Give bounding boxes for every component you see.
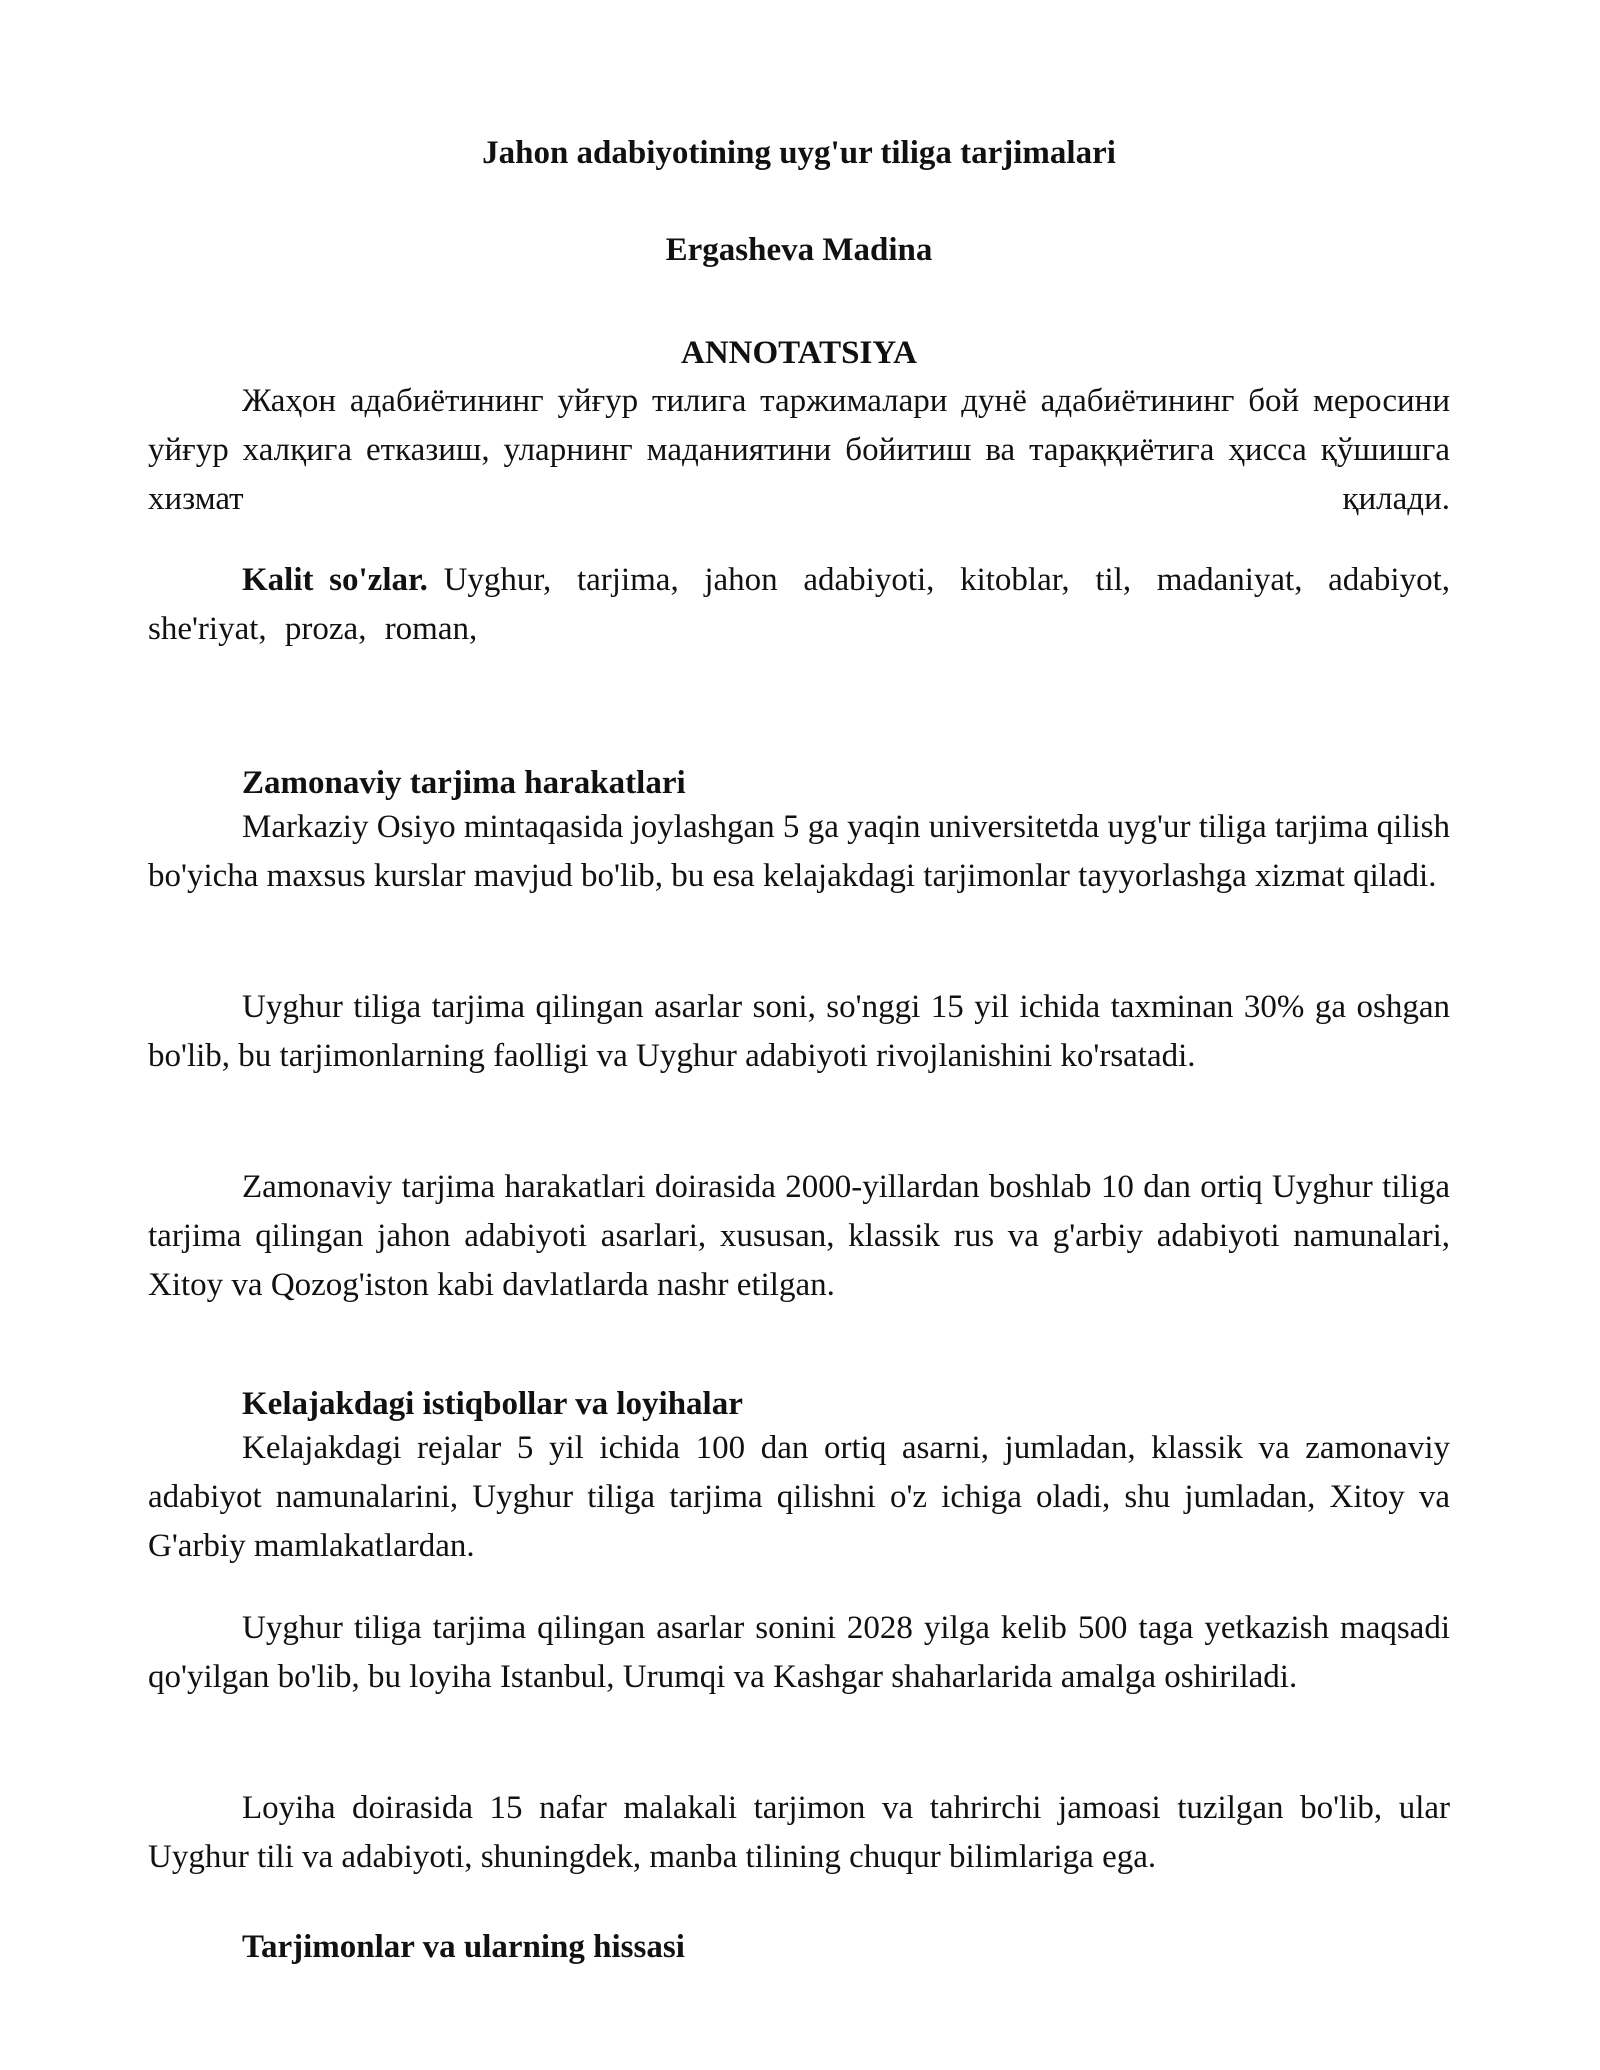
author-name: Ergasheva Madina [665, 232, 933, 268]
section-paragraph: Uyghur tiliga tarjima qilingan asarlar soni, so'nggi 15 yil ichida taxminan 30% ga oshgan bo'lib, bu tarjimonlarning faolligi va Uyghur adabiyoti rivojlanishini ko'rsatadi. [148, 989, 1450, 1074]
annotation-heading: ANNOTATSIYA [681, 335, 917, 371]
document-title: Jahon adabiyotining uyg'ur tiliga tarjimalari [482, 135, 1116, 171]
section-heading-future-projects: Kelajakdagi istiqbollar va loyihalar [242, 1386, 743, 1422]
keywords-paragraph [148, 556, 1450, 654]
section-heading-translators: Tarjimonlar va ularning hissasi [242, 1929, 685, 1965]
keywords-text: Uyghur, tarjima, jahon adabiyoti, kitoblar, til, madaniyat, adabiyot, she'riyat, proza, roman, [148, 562, 1451, 647]
section-paragraph: Markaziy Osiyo mintaqasida joylashgan 5 ga yaqin universitetda uyg'ur tiliga tarjima qilish bo'yicha maxsus kurslar mavjud bo'lib, bu esa kelajakdagi tarjimonlar tayyorlashga xizmat qiladi. [148, 809, 1450, 894]
section-paragraph: Zamonaviy tarjima harakatlari doirasida 2000-yillardan boshlab 10 dan ortiq Uyghur tiliga tarjima qilingan jahon adabiyoti asarlari, xususan, klassik rus va g'arbiy adabiyoti namunalari, Xitoy va Qozog'iston kabi davlatlarda nashr etilgan. [148, 1169, 1450, 1303]
section-paragraph: Uyghur tiliga tarjima qilingan asarlar sonini 2028 yilga kelib 500 taga yetkazish maqsadi qo'yilgan bo'lib, bu loyiha Istanbul, Urumqi va Kashgar shaharlarida amalga oshiriladi. [148, 1610, 1450, 1695]
keywords-label: Kalit so'zlar. [242, 562, 428, 598]
section-paragraph: Kelajakdagi rejalar 5 yil ichida 100 dan ortiq asarni, jumladan, klassik va zamonaviy adabiyot namunalarini, Uyghur tiliga tarjima qilishni o'z ichiga oladi, shu jumladan, Xitoy va G'arbiy mamlakatlardan. [148, 1430, 1450, 1564]
section-paragraph: Loyiha doirasida 15 nafar malakali tarjimon va tahrirchi jamoasi tuzilgan bo'lib, ular Uyghur tili va adabiyoti, shuningdek, manba tilining chuqur bilimlariga ega. [148, 1790, 1450, 1875]
section-heading-modern-efforts: Zamonaviy tarjima harakatlari [242, 765, 686, 801]
annotation-paragraph: Жаҳон адабиётининг уйғур тилига таржималари дунё адабиётининг бой меросини уйғур халқига етказиш, уларнинг маданиятини бойитиш ва тараққиётига ҳисса қўшишга хизмат қилади. [148, 383, 1450, 517]
